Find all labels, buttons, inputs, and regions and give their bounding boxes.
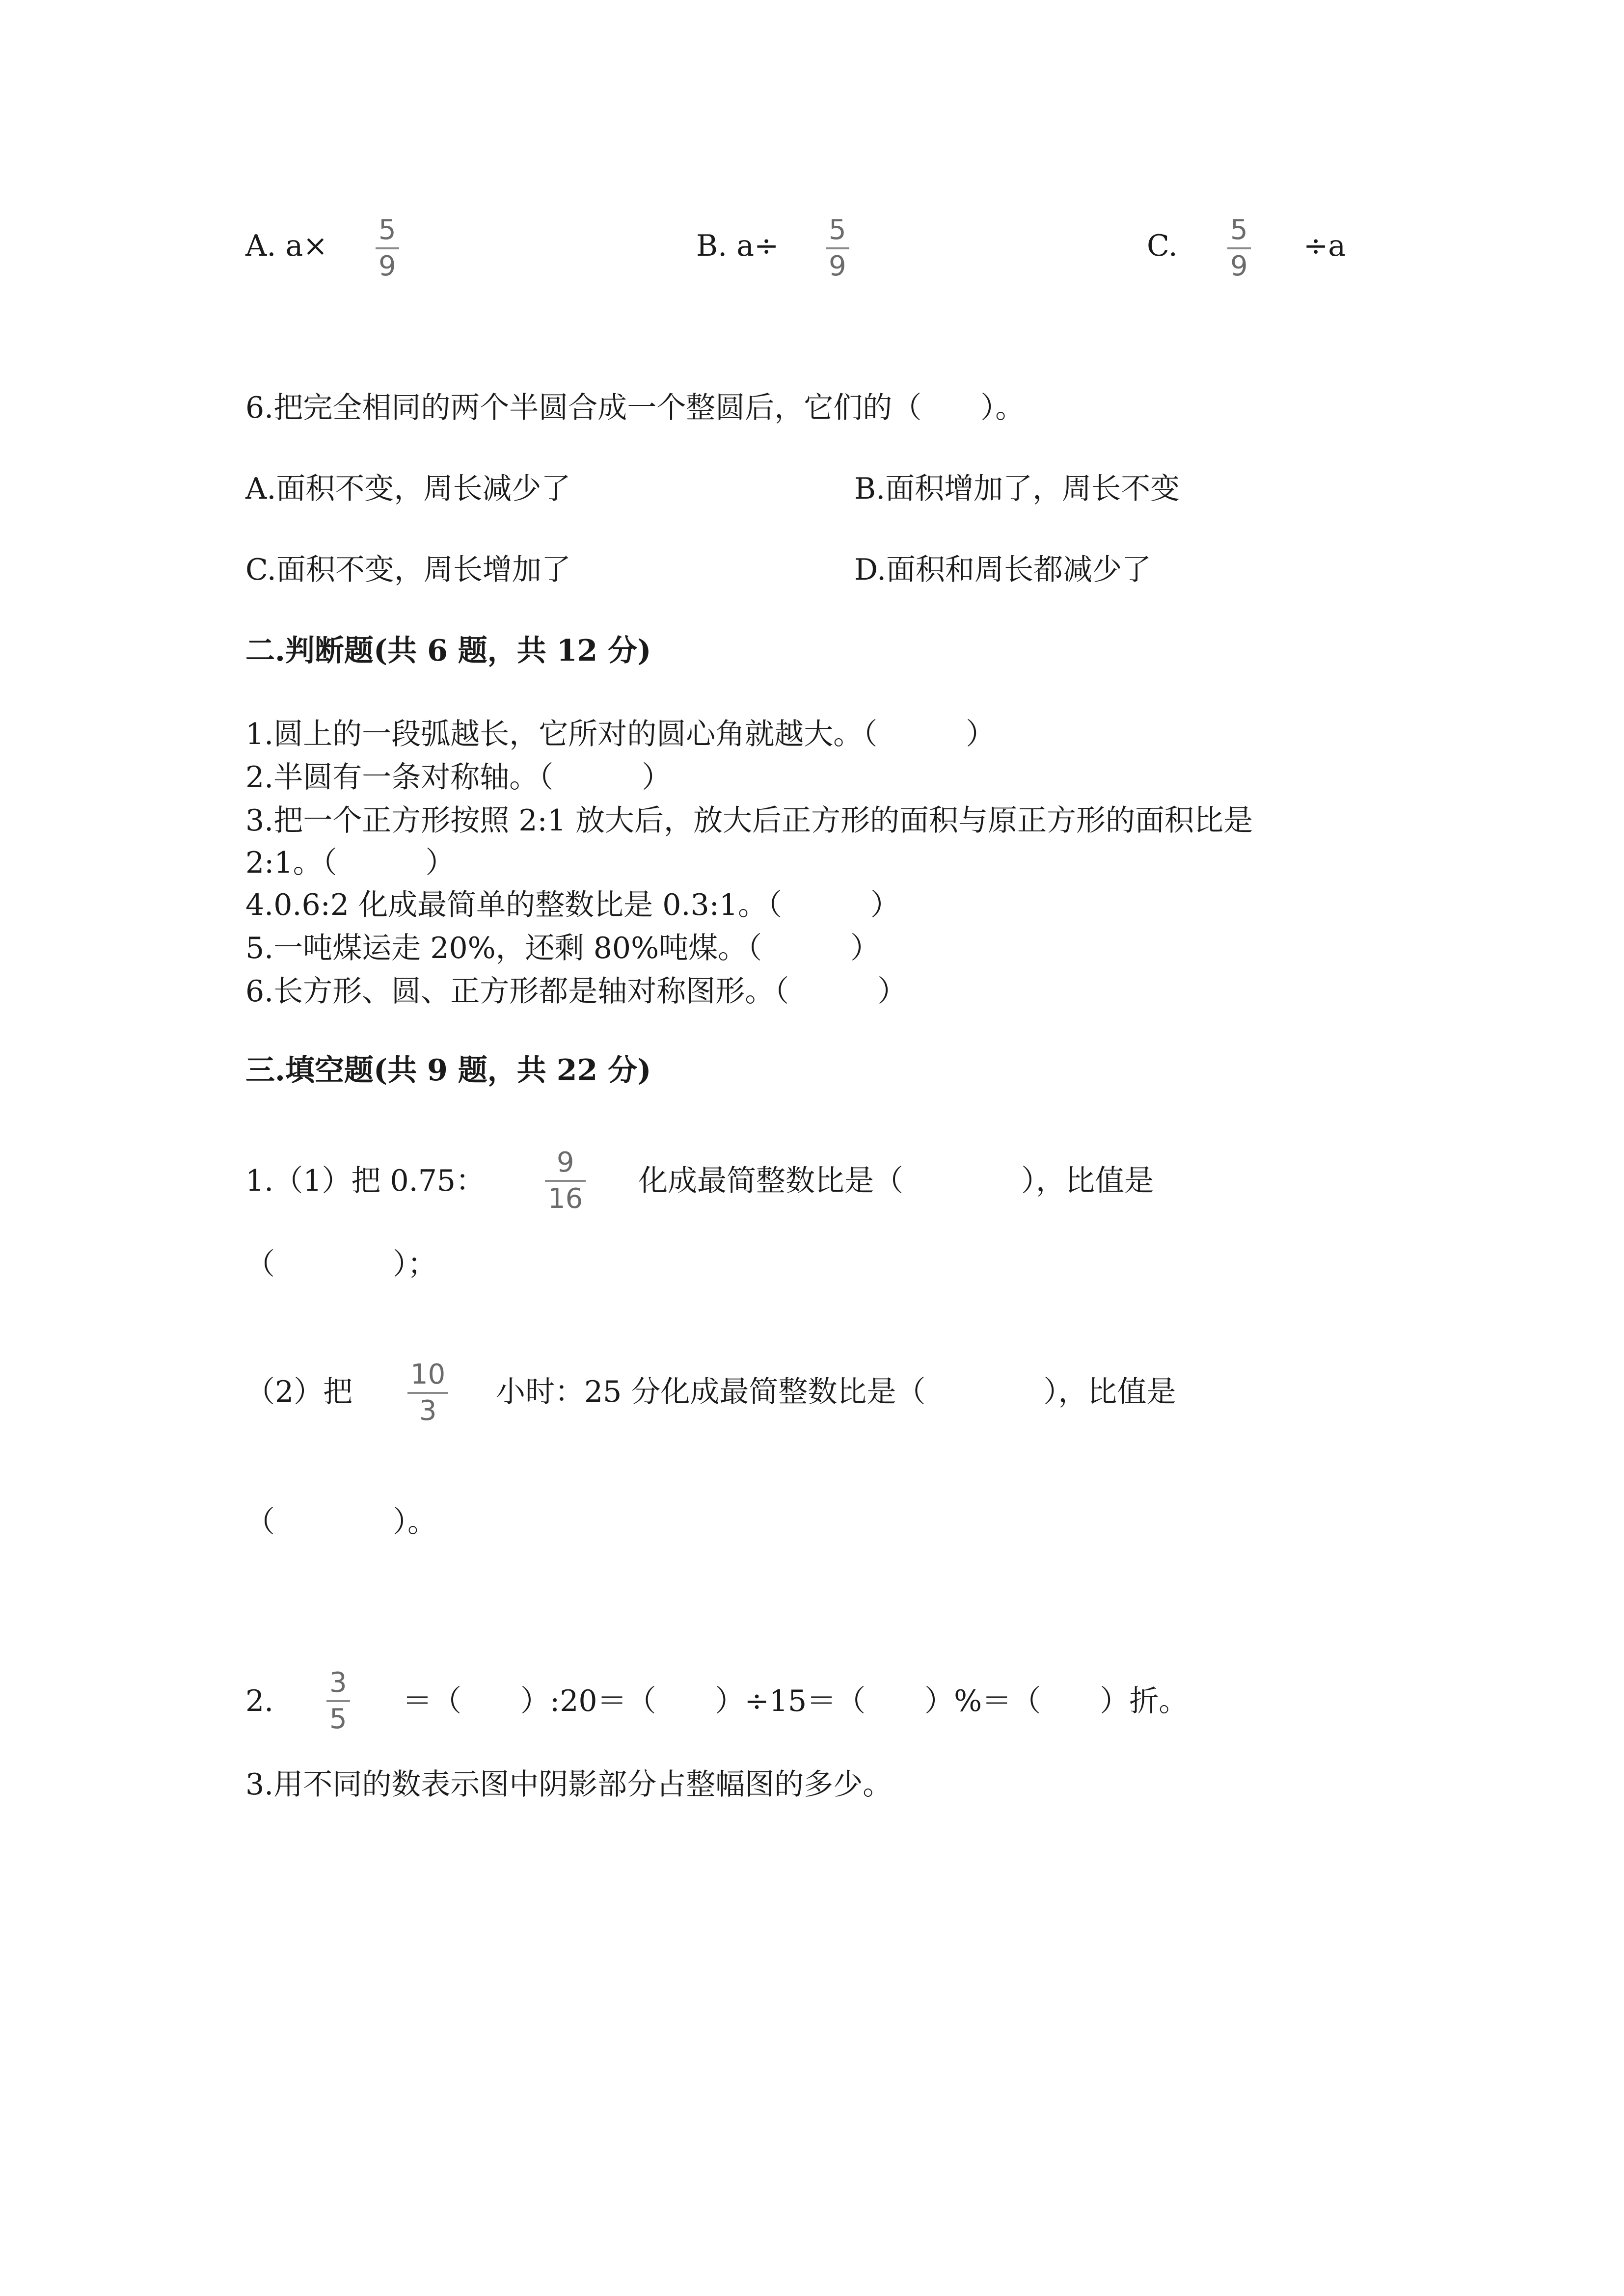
fraction-numerator: 9	[556, 1147, 574, 1178]
judge-item-5: 5.一吨煤运走 20%，还剩 80%吨煤。（ ）	[245, 931, 880, 965]
fraction-denominator: 5	[329, 1703, 347, 1735]
fraction-denominator: 9	[829, 250, 846, 282]
fraction-bar	[1227, 247, 1251, 249]
fraction-bar	[326, 1700, 350, 1702]
fraction-numerator: 10	[410, 1359, 446, 1390]
fill-q1-part1-line2: （ ）；	[245, 1247, 437, 1281]
q6-option-c: C.面积不变，周长增加了	[245, 553, 571, 587]
judge-item-4: 4.0.6:2 化成最简单的整数比是 0.3:1。（ ）	[245, 888, 900, 922]
fill-q3: 3.用不同的数表示图中阴影部分占整幅图的多少。	[245, 1767, 893, 1802]
q6-option-a: A.面积不变，周长减少了	[245, 472, 571, 506]
fill-q1-part2-line2: （ ）。	[245, 1505, 437, 1539]
fraction-numerator: 3	[329, 1667, 347, 1699]
fill-q1-part1-fraction	[545, 1148, 586, 1213]
fraction-denominator: 9	[379, 250, 396, 282]
fill-q2-fraction	[326, 1669, 350, 1734]
q6-option-b: B.面积增加了，周长不变	[854, 472, 1180, 506]
section-3-title: 三.填空题(共 9 题，共 22 分)	[245, 1053, 651, 1088]
fraction-bar	[407, 1392, 448, 1394]
judge-item-6: 6.长方形、圆、正方形都是轴对称图形。（ ）	[245, 974, 907, 1009]
fill-q2-prefix: 2.	[245, 1684, 274, 1718]
fraction-bar	[376, 247, 399, 249]
q5-option-a-label: A. a×	[245, 229, 328, 263]
judge-item-3-cont: 2:1。（ ）	[245, 846, 455, 880]
fraction-denominator: 16	[548, 1183, 583, 1215]
q5-option-a-fraction	[376, 216, 399, 281]
q5-option-c-label: C.	[1147, 229, 1178, 263]
fraction-numerator: 5	[1230, 214, 1248, 246]
judge-item-1: 1.圆上的一段弧越长，它所对的圆心角就越大。（ ）	[245, 717, 996, 751]
fraction-numerator: 5	[829, 214, 846, 246]
judge-item-3: 3.把一个正方形按照 2:1 放大后，放大后正方形的面积与原正方形的面积比是	[245, 803, 1253, 838]
fill-q1-part2-prefix: （2）把	[245, 1375, 353, 1409]
section-2-title: 二.判断题(共 6 题，共 12 分)	[245, 634, 651, 668]
q6-option-d: D.面积和周长都减少了	[854, 553, 1152, 587]
q5-option-c-suffix: ÷a	[1303, 229, 1346, 263]
fraction-numerator: 5	[379, 214, 396, 246]
q5-option-b-label: B. a÷	[696, 229, 779, 263]
fill-q1-part1-suffix: 化成最简整数比是（ ），比值是	[638, 1164, 1154, 1198]
q5-option-b-fraction	[826, 216, 849, 281]
judge-item-2: 2.半圆有一条对称轴。（ ）	[245, 760, 672, 795]
fraction-bar	[545, 1180, 586, 1182]
fill-q1-part2-suffix: 小时：25 分化成最简整数比是（ ），比值是	[496, 1375, 1176, 1409]
fraction-denominator: 3	[419, 1395, 437, 1427]
fill-q2-suffix: ＝（ ）:20＝（ ）÷15＝（ ）%＝（ ）折。	[403, 1684, 1189, 1718]
q5-option-c-fraction	[1227, 216, 1251, 281]
fill-q1-part1-prefix: 1.（1）把 0.75：	[245, 1164, 486, 1198]
q6-stem: 6.把完全相同的两个半圆合成一个整圆后，它们的（ ）。	[245, 391, 1025, 425]
fill-q1-part2-fraction	[407, 1361, 448, 1425]
fraction-bar	[826, 247, 849, 249]
fraction-denominator: 9	[1230, 250, 1248, 282]
